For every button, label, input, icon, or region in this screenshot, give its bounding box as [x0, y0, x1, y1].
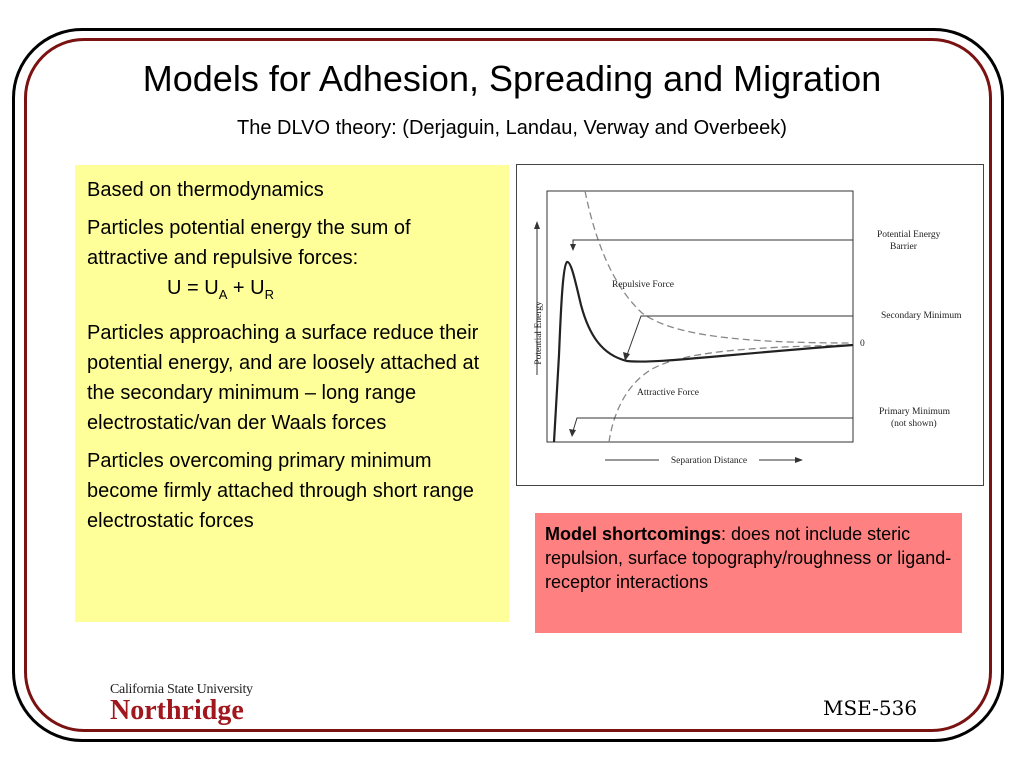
dlvo-points-box — [75, 165, 509, 622]
logo-university-text: California State University — [110, 682, 253, 697]
point-potential-energy — [87, 213, 497, 310]
barrier-label-2: Barrier — [890, 242, 917, 252]
point-thermodynamics: Based on thermodynamics — [87, 179, 324, 201]
attractive-force-label: Attractive Force — [637, 388, 699, 398]
total-potential-curve — [554, 262, 853, 442]
primary-pointer — [573, 418, 853, 431]
x-axis-arrowhead — [795, 457, 803, 463]
y-axis-arrowhead — [534, 221, 540, 229]
primary-pointer-head — [569, 429, 576, 437]
barrier-pointer — [573, 240, 853, 247]
secondary-minimum-label: Secondary Minimum — [881, 311, 962, 321]
zero-label: 0 — [860, 339, 865, 349]
dlvo-diagram-svg — [517, 165, 983, 485]
csun-logo — [110, 682, 253, 724]
point-primary-minimum: Particles overcoming primary minimum become firmly attached through short range electrostatic forces — [87, 450, 474, 532]
barrier-pointer-head — [570, 244, 576, 251]
course-code: MSE-536 — [823, 696, 918, 720]
barrier-label-1: Potential Energy — [877, 230, 941, 240]
shortcomings-text: : does not include steric repulsion, surface topography/roughness or ligand-receptor interactions — [545, 524, 952, 592]
repulsive-force-curve — [585, 191, 853, 343]
point-secondary-minimum: Particles approaching a surface reduce their potential energy, and are loosely attached at the secondary minimum – long range electrostatic/van der Waals forces — [87, 322, 480, 434]
y-axis-label: Potential Energy — [534, 301, 544, 365]
slide-subtitle: The DLVO theory: (Derjaguin, Landau, Verway and Overbeek) — [237, 117, 787, 139]
logo-northridge-text: Northridge — [110, 695, 244, 726]
primary-minimum-label-2: (not shown) — [891, 419, 937, 429]
primary-minimum-label-1: Primary Minimum — [879, 407, 950, 417]
energy-formula: $U = U_A + U_R$ — [167, 277, 274, 302]
point-potential-energy-text: Particles potential energy the sum of attractive and repulsive forces: — [87, 217, 411, 269]
repulsive-force-label: Repulsive Force — [612, 280, 675, 290]
shortcomings-heading: Model shortcomings — [545, 524, 722, 544]
slide-title: Models for Adhesion, Spreading and Migration — [142, 58, 882, 99]
dlvo-energy-diagram — [516, 164, 984, 486]
x-axis-label: Separation Distance — [670, 456, 748, 466]
model-shortcomings-box — [535, 513, 962, 633]
